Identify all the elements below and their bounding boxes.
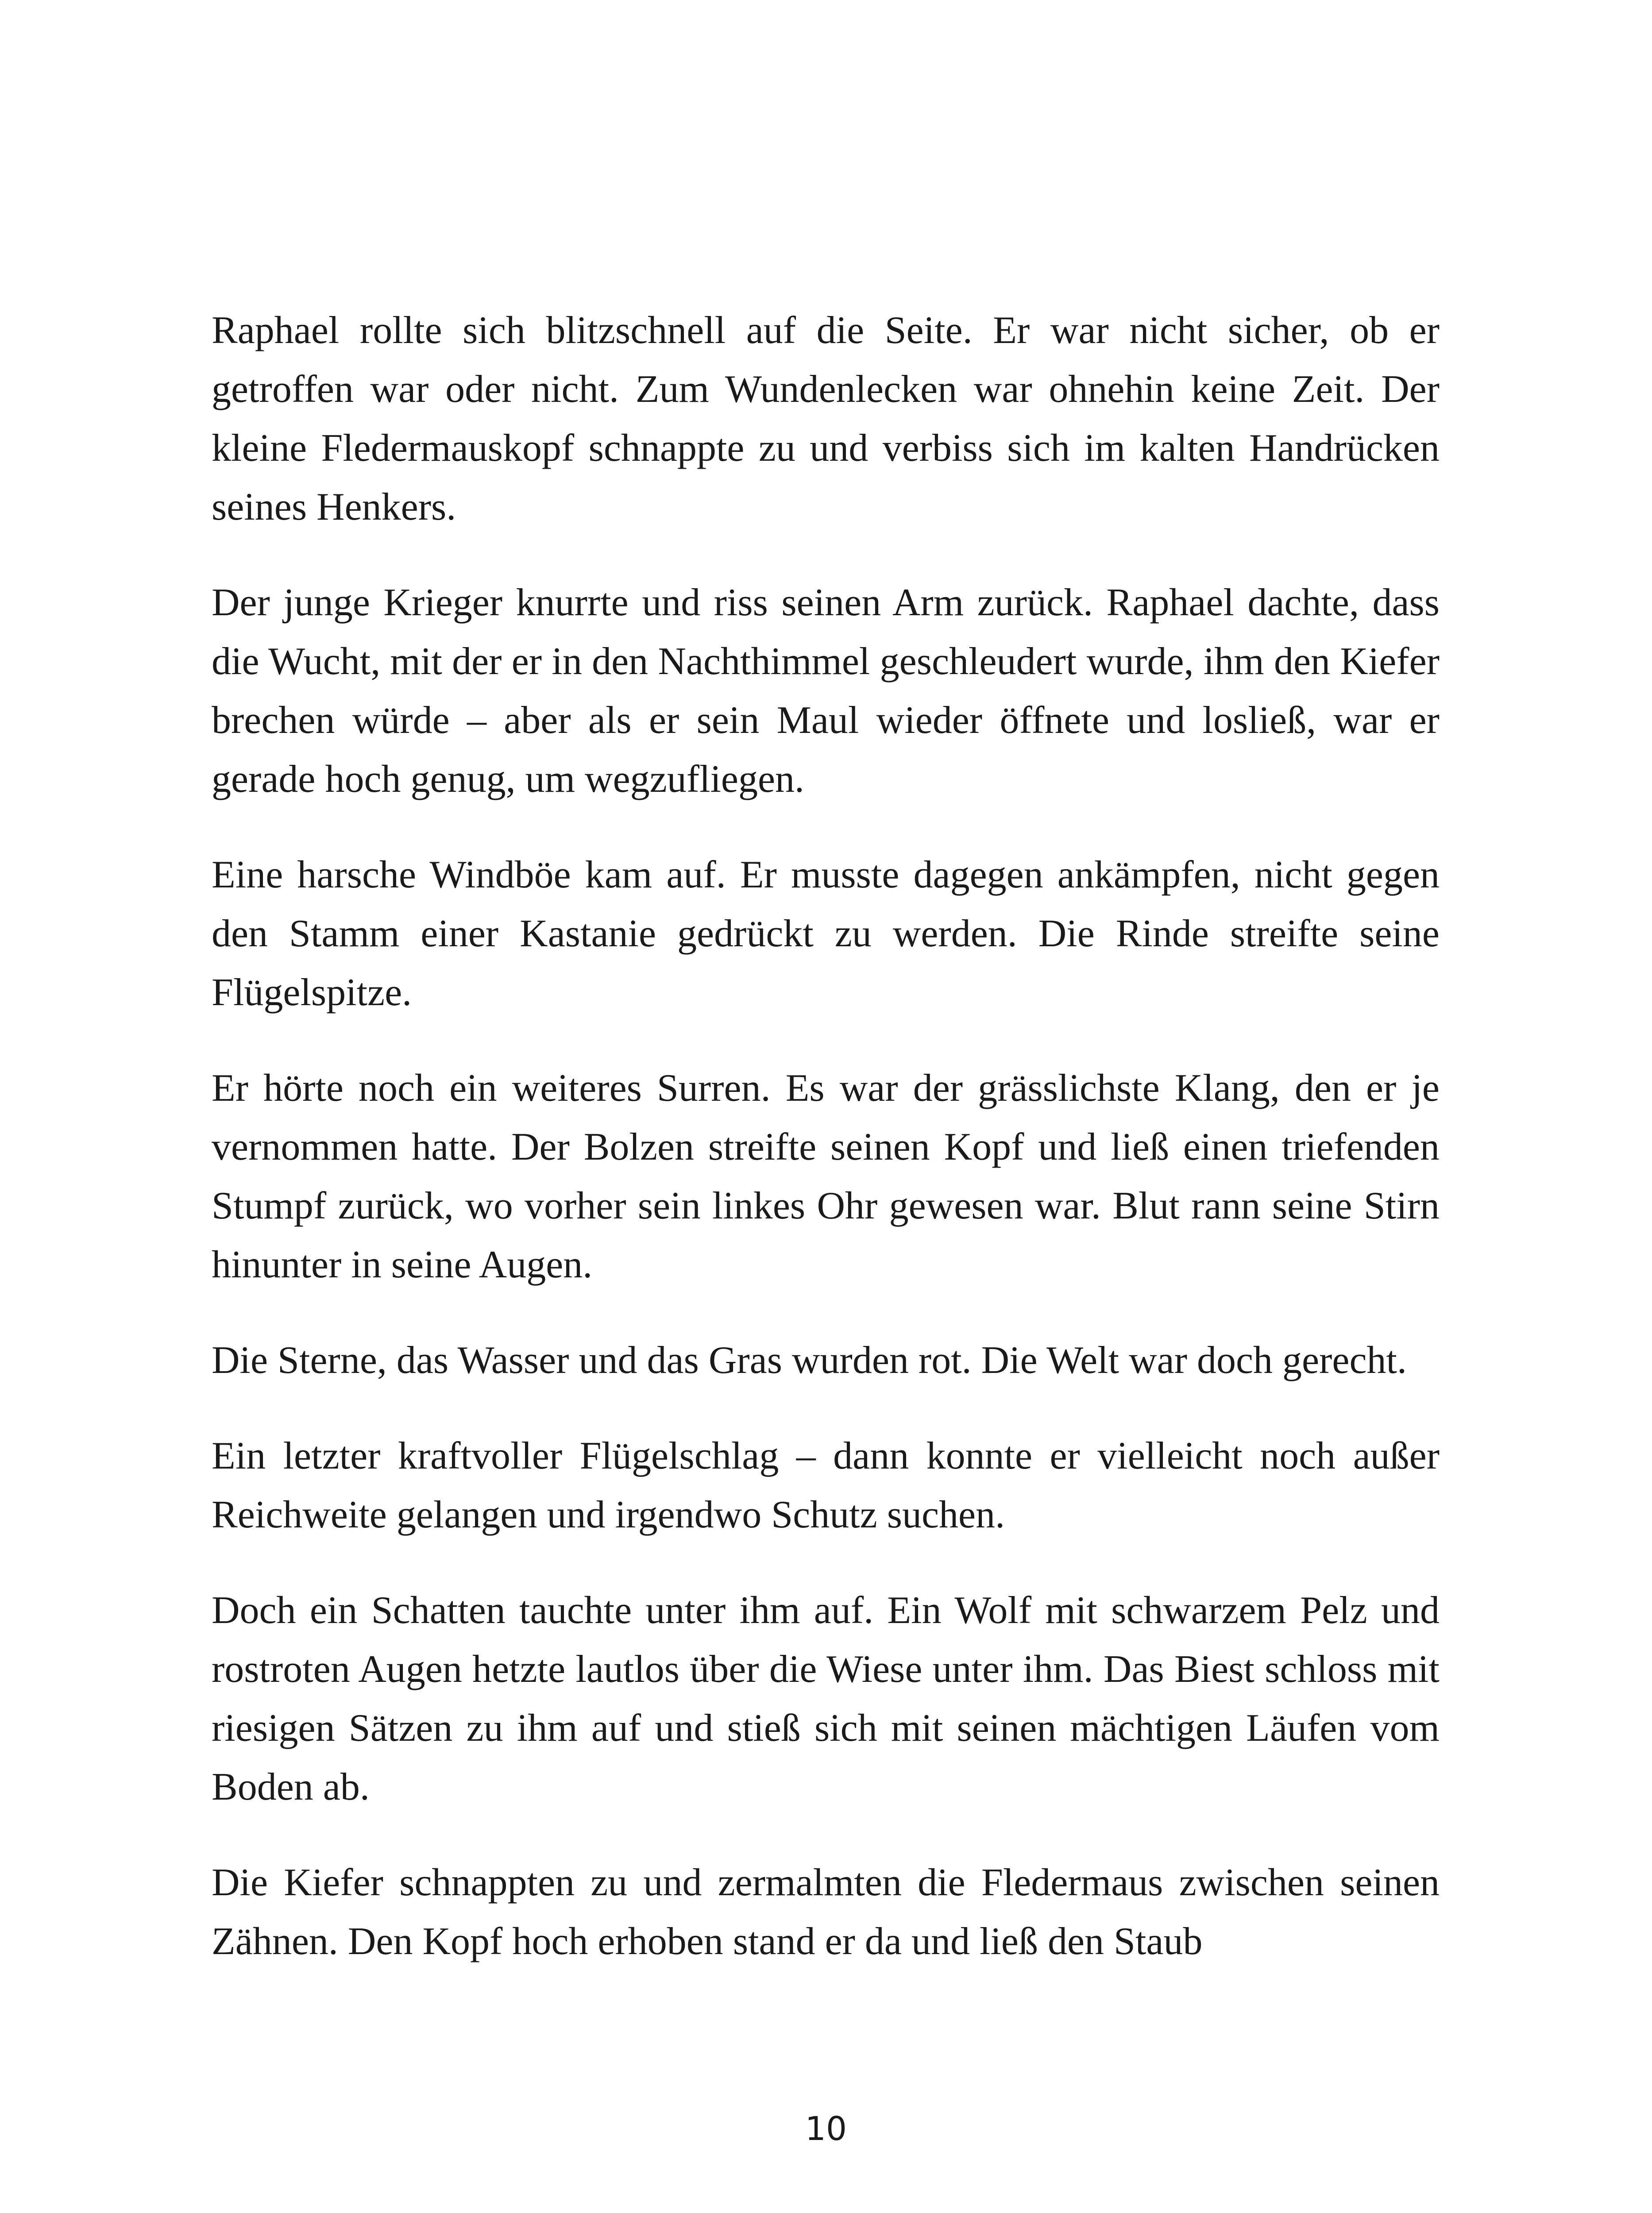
paragraph: Doch ein Schatten tauchte unter ihm auf. Ein Wolf mit schwarzem Pelz und rostroten Augen hetzte lautlos über die Wiese unter ihm. Das Biest schloss mit riesigen Sätzen zu ihm auf und stieß sich mit seinen mächtigen Läufen vom Boden ab. — [212, 1589, 1440, 1808]
paragraph: Die Kiefer schnappten zu und zermalmten die Fledermaus zwischen seinen Zähnen. Den Kopf hoch erhoben stand er da und ließ den Staub — [212, 1861, 1440, 1963]
paragraph: Raphael rollte sich blitzschnell auf die Seite. Er war nicht sicher, ob er getroffen war oder nicht. Zum Wundenlecken war ohnehin keine Zeit. Der kleine Fledermauskopf schnappte zu und verbiss sich im kalten Handrücken seines Henkers. — [212, 309, 1440, 528]
paragraph: Der junge Krieger knurrte und riss seinen Arm zurück. Raphael dachte, dass die Wucht, mit der er in den Nachthimmel geschleudert wurde, ihm den Kiefer brechen würde – aber als er sein Maul wieder öffnete und losließ, war er gerade hoch genug, um wegzufliegen. — [212, 581, 1440, 801]
paragraph: Eine harsche Windböe kam auf. Er musste dagegen ankämpfen, nicht gegen den Stamm einer Kastanie gedrückt zu werden. Die Rinde streifte seine Flügelspitze. — [212, 853, 1440, 1014]
paragraph: Ein letzter kraftvoller Flügelschlag – dann konnte er vielleicht noch außer Reichweite gelangen und irgendwo Schutz suchen. — [212, 1434, 1440, 1536]
paragraph: Die Sterne, das Wasser und das Gras wurden rot. Die Welt war doch gerecht. — [212, 1339, 1407, 1382]
body-text — [212, 301, 1440, 1971]
page-number: 10 — [805, 2110, 847, 2148]
paragraph: Er hörte noch ein weiteres Surren. Es war der grässlichste Klang, den er je vernommen hatte. Der Bolzen streifte seinen Kopf und ließ einen triefenden Stumpf zurück, wo vorher sein linkes Ohr gewesen war. Blut rann seine Stirn hinunter in seine Augen. — [212, 1067, 1440, 1286]
